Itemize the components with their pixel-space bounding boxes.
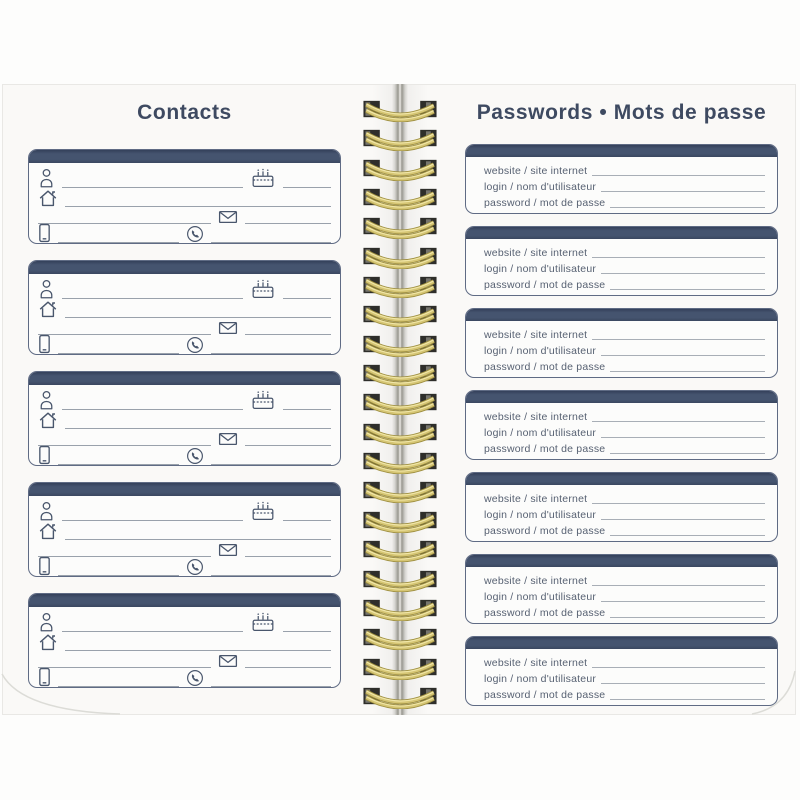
mobile-write-line [58, 446, 179, 465]
binding-coil [361, 214, 439, 239]
birthday-cake-icon [250, 390, 276, 410]
contact-name-row [38, 168, 331, 188]
login-label: login / nom d'utilisateur [484, 591, 597, 603]
website-write-line [592, 651, 765, 668]
password-write-line [610, 437, 765, 454]
envelope-icon [218, 210, 238, 224]
card-header-bar [29, 150, 340, 163]
password-box [465, 144, 778, 214]
contact-address-row [38, 521, 331, 540]
mobile-write-line [58, 335, 179, 354]
binding-coil [361, 537, 439, 562]
spiral-binding [361, 97, 439, 709]
card-header-bar [29, 261, 340, 274]
password-row [484, 686, 765, 702]
box-header-bar [466, 555, 777, 567]
contact-name-row [38, 612, 331, 632]
binding-coil [361, 273, 439, 298]
contact-card [28, 260, 341, 355]
binding-coil [361, 332, 439, 357]
birthday-write-line [283, 167, 331, 188]
website-label: website / site internet [484, 329, 588, 341]
password-label: password / mot de passe [484, 607, 606, 619]
login-label: login / nom d'utilisateur [484, 509, 597, 521]
mobile-write-line [58, 224, 179, 243]
contact-card [28, 593, 341, 688]
password-write-line [610, 519, 765, 536]
phone-icon [186, 558, 204, 576]
password-label: password / mot de passe [484, 689, 606, 701]
binding-coil [361, 390, 439, 415]
website-label: website / site internet [484, 247, 588, 259]
person-icon [38, 612, 55, 632]
contact-phone-row [38, 447, 331, 465]
password-label: password / mot de passe [484, 279, 606, 291]
binding-coil [361, 156, 439, 181]
birthday-write-line [283, 500, 331, 521]
phone-icon [186, 336, 204, 354]
contact-card [28, 371, 341, 466]
home-icon [38, 522, 58, 540]
email-write-line-right [245, 539, 331, 557]
passwords-page [402, 84, 796, 715]
phone-write-line [211, 557, 332, 576]
box-header-bar [466, 637, 777, 649]
phone-icon [186, 447, 204, 465]
mobile-phone-icon [38, 445, 51, 465]
birthday-cake-icon [250, 279, 276, 299]
password-write-line [610, 355, 765, 372]
phone-write-line [211, 224, 332, 243]
contact-email-row [38, 207, 331, 224]
email-write-line-left [38, 206, 211, 224]
website-label: website / site internet [484, 493, 588, 505]
contact-phone-row [38, 669, 331, 687]
password-box-list [465, 144, 778, 706]
email-write-line-left [38, 428, 211, 446]
name-write-line [62, 500, 243, 521]
envelope-icon [218, 654, 238, 668]
birthday-cake-icon [250, 612, 276, 632]
password-box [465, 472, 778, 542]
password-box [465, 390, 778, 460]
password-box [465, 554, 778, 624]
contact-address-row [38, 410, 331, 429]
box-header-bar [466, 145, 777, 157]
binding-coil [361, 684, 439, 709]
name-write-line [62, 611, 243, 632]
binding-coil [361, 478, 439, 503]
contact-phone-row [38, 225, 331, 243]
card-header-bar [29, 594, 340, 607]
login-label: login / nom d'utilisateur [484, 181, 597, 193]
birthday-cake-icon [250, 501, 276, 521]
binding-coil [361, 126, 439, 151]
binding-coil [361, 302, 439, 327]
phone-icon [186, 669, 204, 687]
home-icon [38, 411, 58, 429]
birthday-cake-icon [250, 168, 276, 188]
home-icon [38, 189, 58, 207]
website-write-line [592, 323, 765, 340]
email-write-line-right [245, 428, 331, 446]
phone-write-line [211, 446, 332, 465]
website-label: website / site internet [484, 575, 588, 587]
password-label: password / mot de passe [484, 443, 606, 455]
person-icon [38, 501, 55, 521]
password-write-line [610, 273, 765, 290]
home-icon [38, 300, 58, 318]
address-write-line [65, 520, 331, 540]
binding-coil [361, 655, 439, 680]
person-icon [38, 390, 55, 410]
binding-coil [361, 185, 439, 210]
address-write-line [65, 298, 331, 318]
mobile-phone-icon [38, 556, 51, 576]
envelope-icon [218, 543, 238, 557]
birthday-write-line [283, 611, 331, 632]
passwords-page-title: Passwords • Mots de passe [476, 101, 767, 124]
contact-email-row [38, 651, 331, 668]
contact-email-row [38, 318, 331, 335]
login-write-line [601, 257, 765, 274]
password-write-line [610, 191, 765, 208]
binding-coil [361, 596, 439, 621]
email-write-line-right [245, 650, 331, 668]
box-header-bar [466, 309, 777, 321]
person-icon [38, 168, 55, 188]
mobile-phone-icon [38, 334, 51, 354]
mobile-phone-icon [38, 223, 51, 243]
website-write-line [592, 159, 765, 176]
email-write-line-right [245, 206, 331, 224]
password-row [484, 276, 765, 292]
box-header-bar [466, 227, 777, 239]
email-write-line-left [38, 650, 211, 668]
contact-phone-row [38, 336, 331, 354]
contact-name-row [38, 390, 331, 410]
binding-coil [361, 449, 439, 474]
password-row [484, 522, 765, 538]
login-write-line [601, 667, 765, 684]
address-write-line [65, 409, 331, 429]
password-write-line [610, 683, 765, 700]
mobile-write-line [58, 668, 179, 687]
name-write-line [62, 167, 243, 188]
website-label: website / site internet [484, 411, 588, 423]
address-write-line [65, 187, 331, 207]
email-write-line-left [38, 539, 211, 557]
home-icon [38, 633, 58, 651]
website-label: website / site internet [484, 657, 588, 669]
binding-coil [361, 567, 439, 592]
contact-address-row [38, 632, 331, 651]
contact-name-row [38, 279, 331, 299]
contact-email-row [38, 429, 331, 446]
password-label: password / mot de passe [484, 197, 606, 209]
contacts-page [2, 84, 398, 715]
name-write-line [62, 389, 243, 410]
contact-phone-row [38, 558, 331, 576]
website-write-line [592, 241, 765, 258]
birthday-write-line [283, 389, 331, 410]
login-write-line [601, 175, 765, 192]
card-header-bar [29, 372, 340, 385]
password-row [484, 358, 765, 374]
card-header-bar [29, 483, 340, 496]
box-header-bar [466, 473, 777, 485]
website-label: website / site internet [484, 165, 588, 177]
name-write-line [62, 278, 243, 299]
password-row [484, 440, 765, 456]
password-label: password / mot de passe [484, 361, 606, 373]
contacts-page-title: Contacts [137, 101, 232, 124]
binding-coil [361, 625, 439, 650]
contact-address-row [38, 299, 331, 318]
password-box [465, 308, 778, 378]
envelope-icon [218, 432, 238, 446]
binding-coil [361, 420, 439, 445]
contact-email-row [38, 540, 331, 557]
phone-icon [186, 225, 204, 243]
password-write-line [610, 601, 765, 618]
contact-card-list [28, 149, 341, 688]
website-write-line [592, 405, 765, 422]
box-header-bar [466, 391, 777, 403]
contact-card [28, 482, 341, 577]
binding-coil [361, 244, 439, 269]
password-box [465, 636, 778, 706]
email-write-line-right [245, 317, 331, 335]
password-label: password / mot de passe [484, 525, 606, 537]
password-box [465, 226, 778, 296]
contact-card [28, 149, 341, 244]
contact-name-row [38, 501, 331, 521]
login-write-line [601, 585, 765, 602]
phone-write-line [211, 335, 332, 354]
person-icon [38, 279, 55, 299]
contact-address-row [38, 188, 331, 207]
login-label: login / nom d'utilisateur [484, 263, 597, 275]
login-write-line [601, 503, 765, 520]
email-write-line-left [38, 317, 211, 335]
login-label: login / nom d'utilisateur [484, 427, 597, 439]
mobile-phone-icon [38, 667, 51, 687]
binding-coil [361, 508, 439, 533]
address-write-line [65, 631, 331, 651]
password-row [484, 604, 765, 620]
phone-write-line [211, 668, 332, 687]
website-write-line [592, 569, 765, 586]
mobile-write-line [58, 557, 179, 576]
login-label: login / nom d'utilisateur [484, 345, 597, 357]
binding-coil [361, 97, 439, 122]
binding-coil [361, 361, 439, 386]
login-write-line [601, 339, 765, 356]
password-row [484, 194, 765, 210]
envelope-icon [218, 321, 238, 335]
birthday-write-line [283, 278, 331, 299]
website-write-line [592, 487, 765, 504]
login-write-line [601, 421, 765, 438]
login-label: login / nom d'utilisateur [484, 673, 597, 685]
